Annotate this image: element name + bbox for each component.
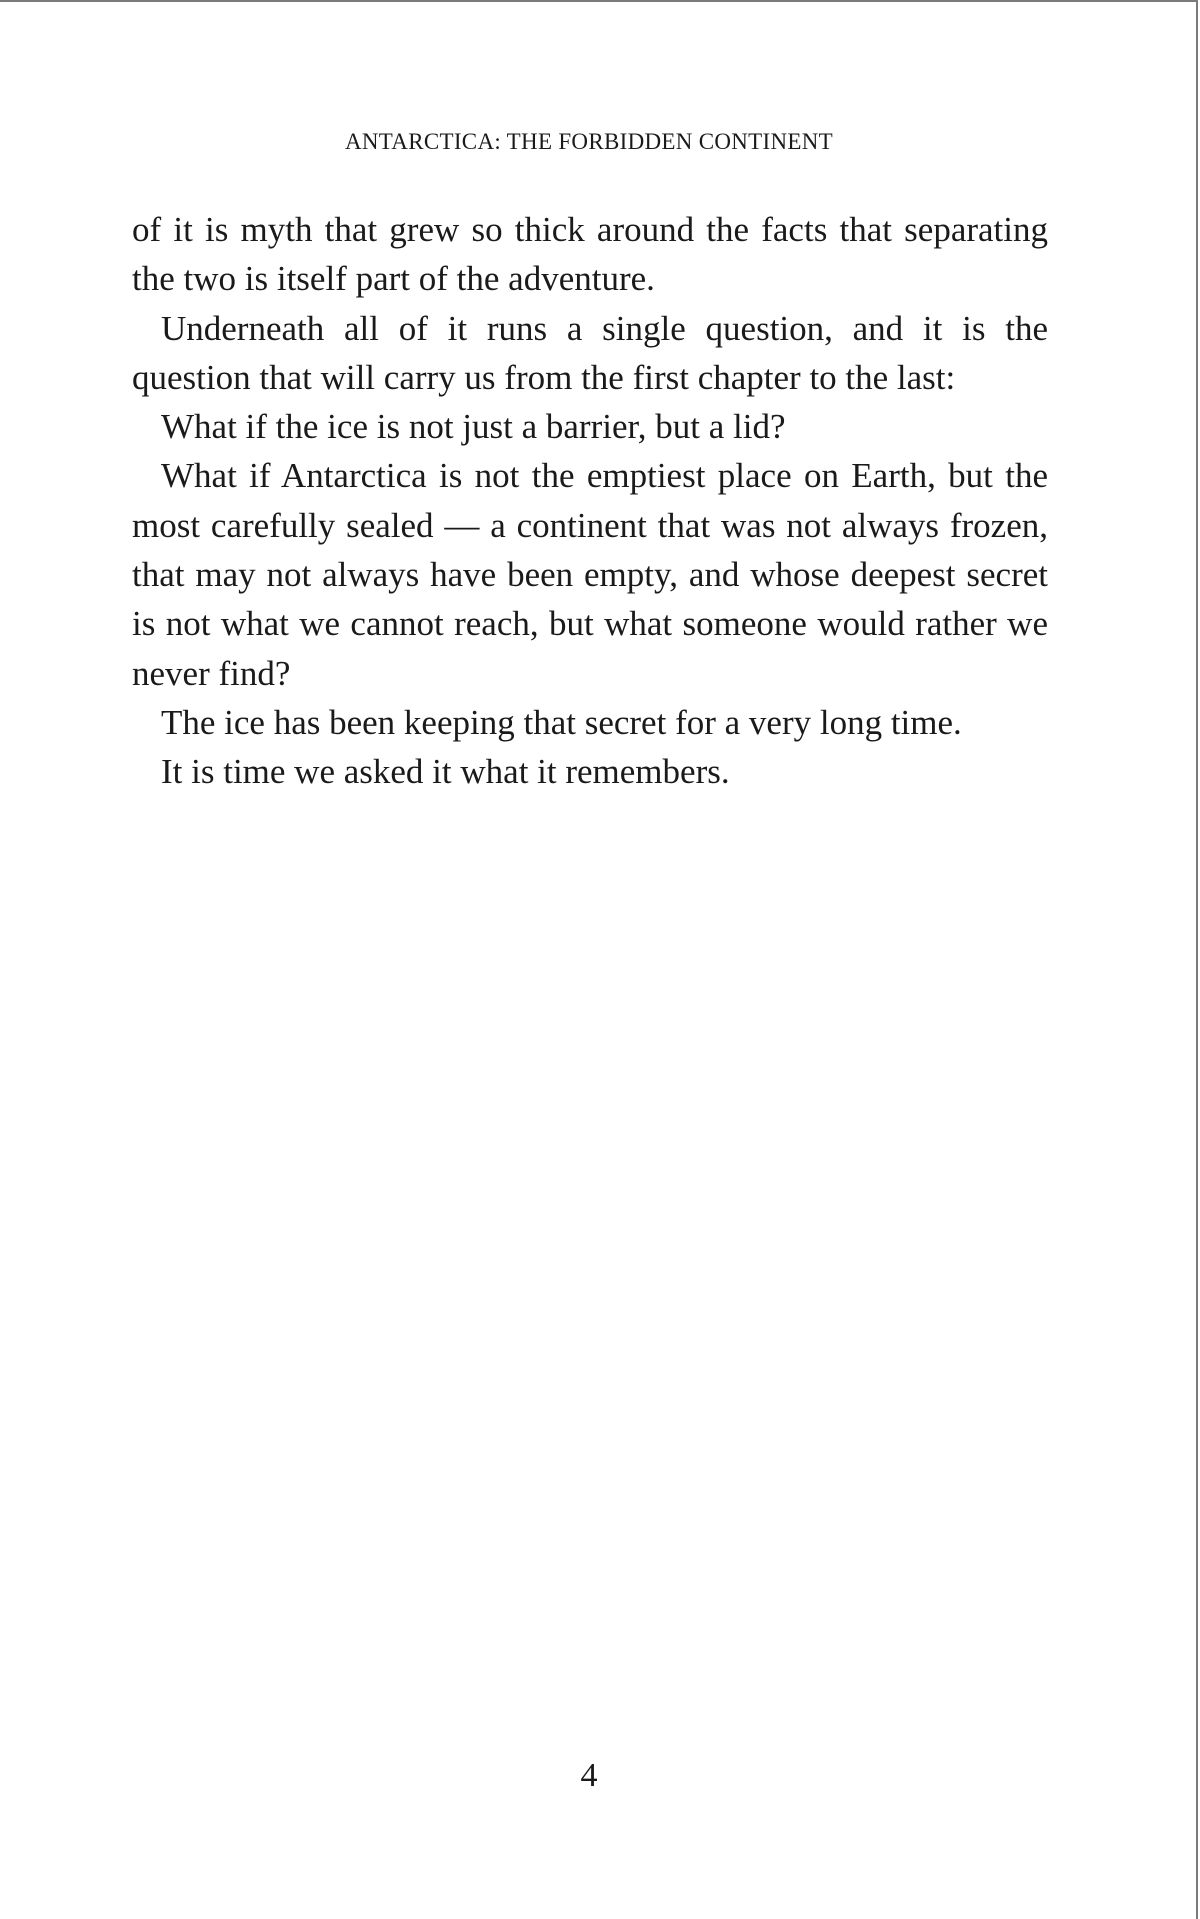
paragraph: The ice has been keeping that secret for a very long time. <box>161 702 962 742</box>
paragraph-continuation: of it is myth that grew so thick around the facts that separating the two is itself part of the adventure. <box>132 210 1048 299</box>
paragraph: It is time we asked it what it remembers. <box>161 752 730 792</box>
paragraph: What if Antarctica is not the emptiest place on Earth, but the most carefully sealed — a continent that was not always frozen, that may not always have been empty, and whose deepest secret is not what we cannot reach, but what someone would rather we never find? <box>132 456 1048 693</box>
body-text <box>132 205 1048 797</box>
running-head: ANTARCTICA: THE FORBIDDEN CONTINENT <box>344 129 834 154</box>
page-border-right <box>1196 0 1198 1919</box>
paragraph: What if the ice is not just a barrier, but a lid? <box>161 407 786 447</box>
page-number: 4 <box>580 1757 598 1794</box>
paragraph: Underneath all of it runs a single question, and it is the question that will carry us from the first chapter to the last: <box>132 308 1048 397</box>
page-border-top <box>0 0 1198 2</box>
